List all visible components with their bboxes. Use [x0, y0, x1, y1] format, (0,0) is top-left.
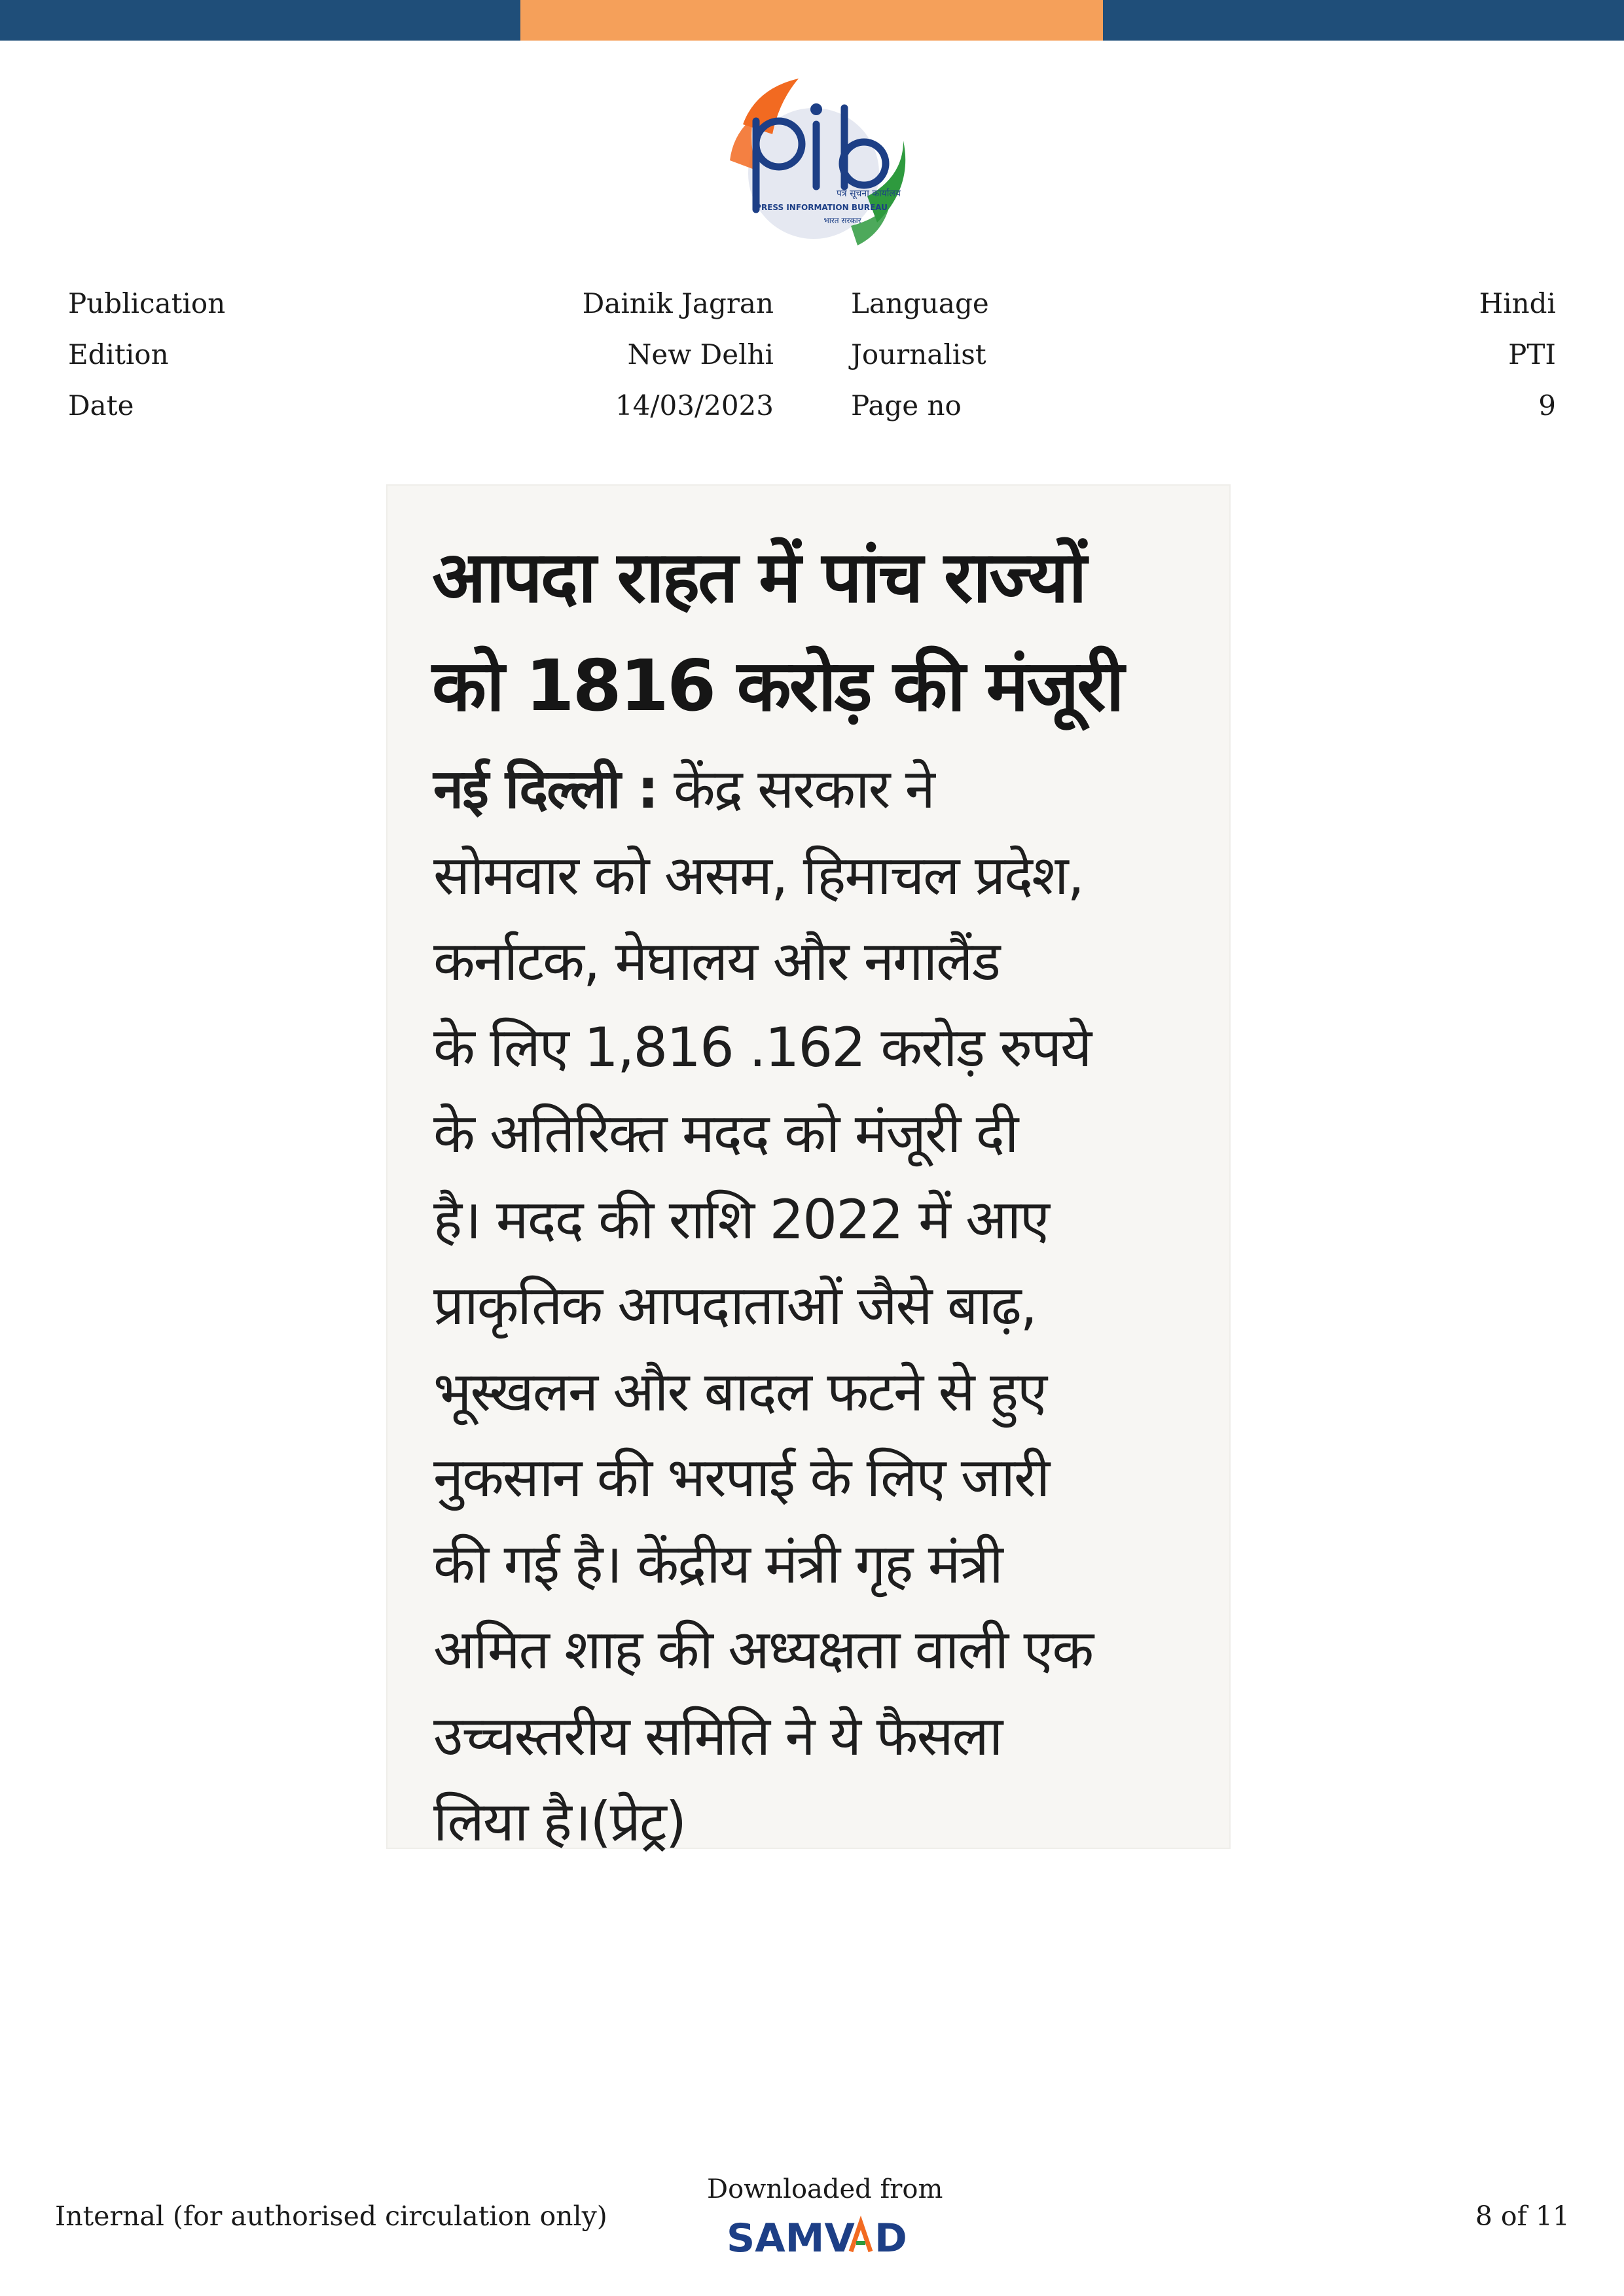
article-body — [433, 746, 1206, 1865]
edition-label: Edition — [68, 338, 169, 370]
body-line: भूस्खलन और बादल फटने से हुए — [433, 1359, 1047, 1424]
publication-label: Publication — [68, 287, 226, 319]
body-line: की गई है। केंद्रीय मंत्री गृह मंत्री — [433, 1532, 1002, 1596]
samvad-logo — [727, 2214, 923, 2259]
edition-value: New Delhi — [627, 338, 774, 370]
language-label: Language — [851, 287, 989, 319]
body-line: लिया है।(प्रेट्र) — [433, 1790, 686, 1854]
newspaper-clipping — [386, 484, 1231, 1854]
body-line: के लिए 1,816 .162 करोड़ रुपये — [433, 1015, 1091, 1079]
body-line: उच्चस्तरीय समिति ने ये फैसला — [433, 1704, 1002, 1768]
headline-line-1: आपदा राहत में पांच राज्यों — [432, 537, 1085, 619]
svg-text:D: D — [875, 2215, 907, 2259]
body-line: नुकसान की भरपाई के लिए जारी — [433, 1446, 1049, 1509]
meta-right-labels — [851, 278, 989, 431]
top-bar-left-segment — [0, 0, 520, 41]
journalist-label: Journalist — [851, 338, 986, 370]
top-bar-right-segment — [1103, 0, 1624, 41]
pib-hindi-text: पत्र सूचना कार्यालय — [836, 188, 901, 199]
body-line-text: केंद्र सरकार ने — [673, 757, 934, 821]
top-color-bar — [0, 0, 1624, 41]
meta-left-values — [497, 278, 774, 431]
body-line: सोमवार को असम, हिमाचल प्रदेश, — [433, 843, 1083, 907]
svg-text:SAMV: SAMV — [727, 2215, 855, 2259]
footer-downloaded-from: Downloaded from — [707, 2174, 943, 2204]
footer-internal-notice: Internal (for authorised circulation only) — [55, 2200, 607, 2232]
page-no-value: 9 — [1538, 389, 1556, 422]
top-bar-middle-segment — [520, 0, 1103, 41]
pib-logo — [717, 62, 916, 259]
date-value: 14/03/2023 — [615, 389, 774, 422]
body-line — [433, 746, 1206, 833]
pib-english-text: PRESS INFORMATION BUREAU — [755, 203, 888, 212]
body-line: प्राकृतिक आपदाताओं जैसे बाढ़, — [433, 1274, 1037, 1337]
meta-right-values — [1309, 278, 1556, 431]
language-value: Hindi — [1479, 287, 1556, 319]
journalist-value: PTI — [1508, 338, 1556, 370]
pib-govt-text: भारत सरकार — [823, 216, 861, 225]
article-headline — [432, 524, 1204, 741]
body-line: कर्नाटक, मेघालय और नगालैंड — [433, 929, 1000, 993]
headline-line-2: को 1816 करोड़ की मंजूरी — [432, 645, 1123, 727]
body-line: है। मदद की राशि 2022 में आए — [433, 1187, 1049, 1251]
date-label: Date — [68, 389, 134, 422]
article-dateline: नई दिल्ली : — [433, 757, 658, 821]
body-line: अमित शाह की अध्यक्षता वाली एक — [433, 1618, 1093, 1681]
page-count: 8 of 11 — [1475, 2200, 1570, 2232]
publication-value: Dainik Jagran — [582, 287, 774, 319]
meta-left-labels — [68, 278, 225, 431]
page-no-label: Page no — [851, 389, 962, 422]
body-line: के अतिरिक्त मदद को मंजूरी दी — [433, 1102, 1018, 1165]
